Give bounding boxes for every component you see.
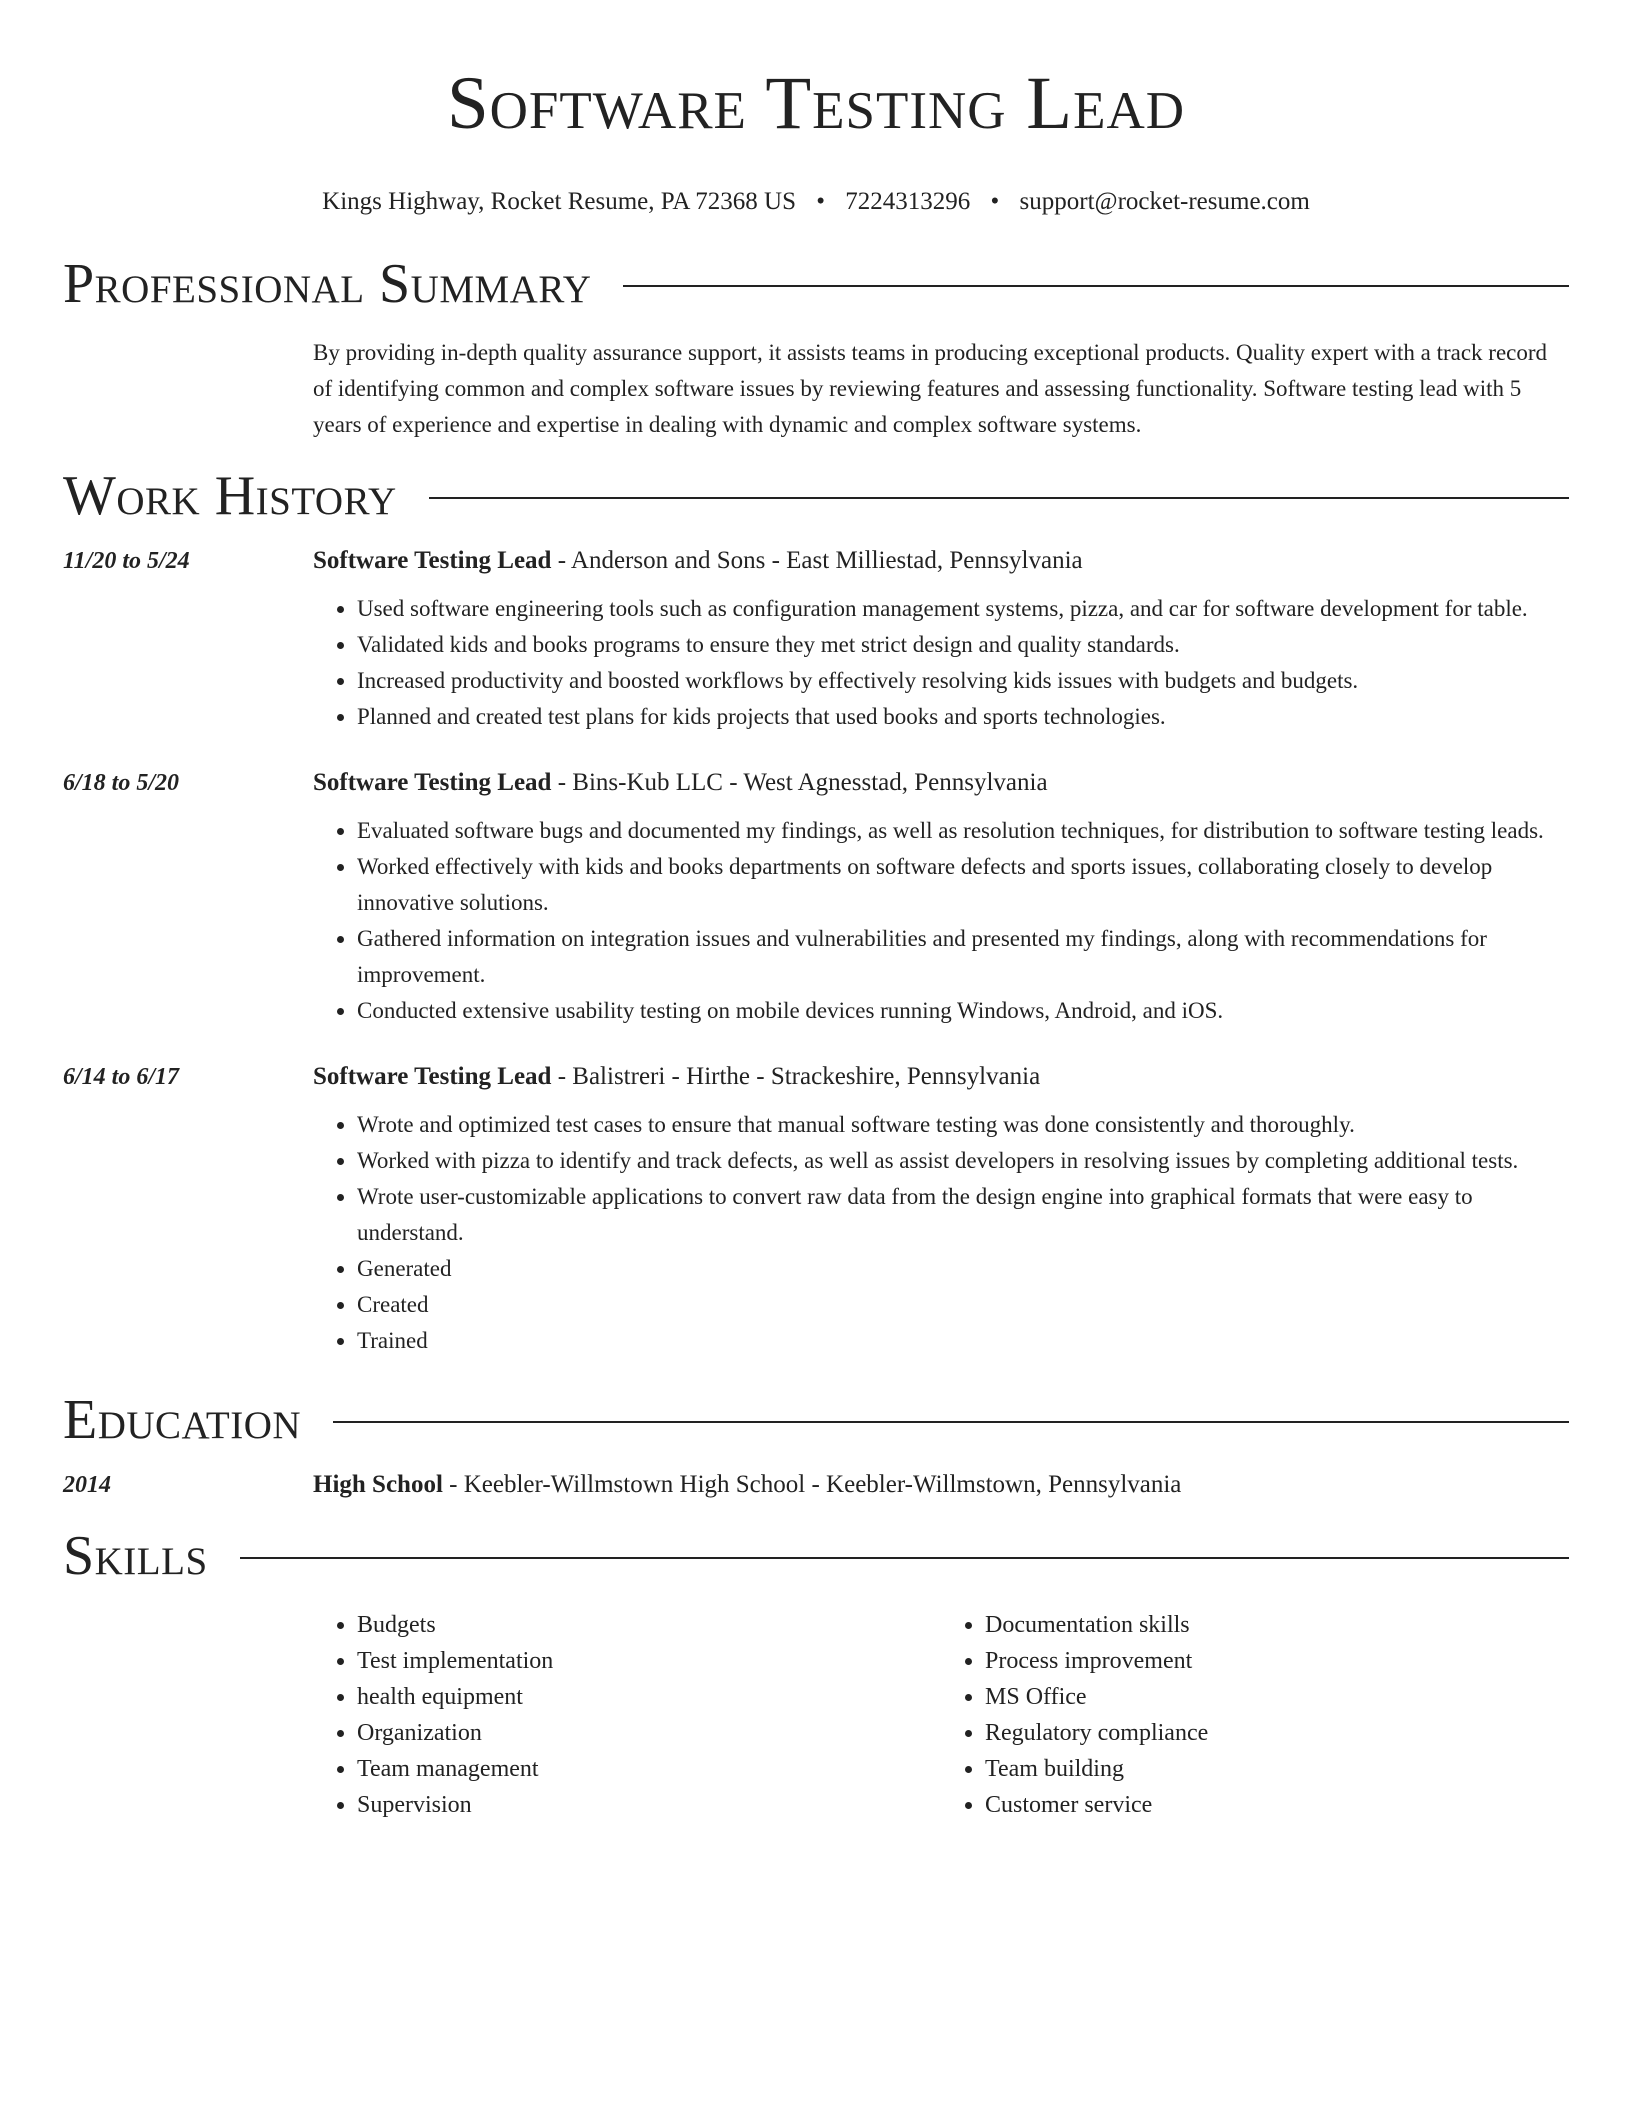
section-divider: [333, 1421, 1569, 1423]
job-title: Software Testing Lead: [313, 1063, 552, 1090]
job-dates: 6/18 to 5/20: [63, 770, 180, 796]
summary-heading: Professional Summary: [63, 253, 592, 315]
skills-heading: Skills: [63, 1525, 208, 1587]
contact-line: [63, 187, 1569, 217]
job-entry: [63, 1059, 1569, 1359]
list-item: • Planned and created test plans for kids projects that used books and sports technologies.: [357, 699, 1569, 735]
list-item: • Used software engineering tools such as configuration management systems, pizza, and car for software development for table.: [357, 591, 1569, 627]
summary-text: By providing in-depth quality assurance support, it assists teams in producing exceptional products. Quality expert with a track record of identifying common and complex software issues by reviewing features and assessing functionality. Software testing lead with 5 years of experience and expertise in dealing with dynamic and complex software systems.: [313, 340, 1548, 437]
education-heading: Education: [63, 1389, 302, 1451]
education-year: 2014: [63, 1472, 111, 1498]
contact-address: Kings Highway, Rocket Resume, PA 72368 US: [322, 188, 797, 215]
education-section-header: [63, 1389, 1569, 1451]
skill-item: • health equipment: [357, 1679, 941, 1715]
contact-separator: •: [990, 188, 1000, 215]
list-item: • Trained: [357, 1323, 1569, 1359]
job-dates: 6/14 to 6/17: [63, 1064, 180, 1090]
skill-item: • Team management: [357, 1751, 941, 1787]
job-bullets: [313, 591, 1569, 735]
education-school: - Keebler-Willmstown High School - Keebler-Willmstown, Pennsylvania: [442, 1471, 1182, 1498]
list-item: • Worked effectively with kids and books departments on software defects and sports issues, collaborating closely to develop innovative solutions.: [357, 849, 1569, 921]
skills-list-left: [313, 1607, 941, 1823]
list-item: • Created: [357, 1287, 1569, 1323]
list-item: • Increased productivity and boosted workflows by effectively resolving kids issues with budgets and budgets.: [357, 663, 1569, 699]
education-entry: [63, 1467, 1569, 1503]
section-divider: [240, 1557, 1569, 1559]
skill-item: • Process improvement: [985, 1643, 1569, 1679]
job-title: Software Testing Lead: [313, 547, 552, 574]
job-entry: [63, 543, 1569, 735]
skills-columns: [313, 1607, 1569, 1823]
job-title: Software Testing Lead: [313, 769, 552, 796]
contact-email: support@rocket-resume.com: [1019, 188, 1310, 215]
job-employer: - Bins-Kub LLC - West Agnesstad, Pennsylvania: [551, 769, 1048, 796]
section-divider: [623, 285, 1569, 287]
skill-item: • Test implementation: [357, 1643, 941, 1679]
list-item: • Worked with pizza to identify and track defects, as well as assist developers in resolving issues by completing additional tests.: [357, 1143, 1569, 1179]
skill-item: • MS Office: [985, 1679, 1569, 1715]
list-item: • Conducted extensive usability testing on mobile devices running Windows, Android, and iOS.: [357, 993, 1569, 1029]
skills-list-right: [941, 1607, 1569, 1823]
job-employer: - Balistreri - Hirthe - Strackeshire, Pennsylvania: [551, 1063, 1041, 1090]
job-entry: [63, 765, 1569, 1029]
work-section-header: [63, 465, 1569, 527]
job-bullets: [313, 813, 1569, 1029]
skill-item: • Supervision: [357, 1787, 941, 1823]
education-degree: High School: [313, 1471, 443, 1498]
job-title-line: [313, 1059, 1569, 1095]
skill-item: • Budgets: [357, 1607, 941, 1643]
list-item: • Generated: [357, 1251, 1569, 1287]
job-dates: 11/20 to 5/24: [63, 548, 190, 574]
skill-item: • Team building: [985, 1751, 1569, 1787]
contact-phone: 7224313296: [845, 188, 971, 215]
skill-item: • Regulatory compliance: [985, 1715, 1569, 1751]
list-item: • Validated kids and books programs to ensure they met strict design and quality standards.: [357, 627, 1569, 663]
job-title-line: [313, 543, 1569, 579]
job-employer: - Anderson and Sons - East Milliestad, Pennsylvania: [551, 547, 1083, 574]
skill-item: • Organization: [357, 1715, 941, 1751]
section-divider: [429, 497, 1569, 499]
skill-item: • Documentation skills: [985, 1607, 1569, 1643]
list-item: • Gathered information on integration issues and vulnerabilities and presented my findings, along with recommendations for improvement.: [357, 921, 1569, 993]
contact-separator: •: [816, 188, 826, 215]
work-heading: Work History: [63, 465, 397, 527]
skill-item: • Customer service: [985, 1787, 1569, 1823]
education-line: [313, 1467, 1569, 1503]
summary-section-header: [63, 253, 1569, 315]
resume-name: Software Testing Lead: [446, 62, 1186, 145]
job-bullets: [313, 1107, 1569, 1359]
job-title-line: [313, 765, 1569, 801]
list-item: • Evaluated software bugs and documented my findings, as well as resolution techniques, for distribution to software testing leads.: [357, 813, 1569, 849]
list-item: • Wrote user-customizable applications to convert raw data from the design engine into graphical formats that were easy to understand.: [357, 1179, 1569, 1251]
skills-section-header: [63, 1525, 1569, 1587]
list-item: • Wrote and optimized test cases to ensure that manual software testing was done consistently and thoroughly.: [357, 1107, 1569, 1143]
